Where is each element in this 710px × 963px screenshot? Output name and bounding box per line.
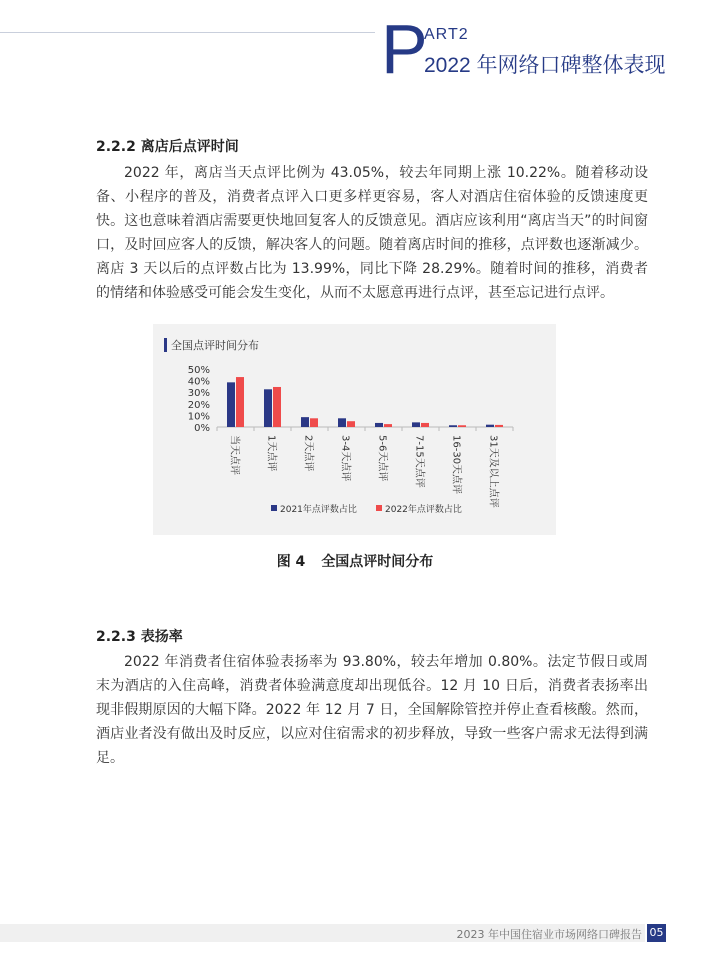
x-tick-label: 16-30天点评 [450, 435, 462, 495]
figure-caption-text: 全国点评时间分布 [321, 554, 434, 570]
y-tick-label: 0% [194, 423, 210, 434]
y-tick-label: 20% [187, 399, 210, 411]
bar-2022 [421, 423, 429, 427]
legend-swatch-2022 [376, 505, 382, 511]
bar-2022 [310, 418, 318, 427]
section-paragraph-review-time: 2022 年，离店当天点评比例为 43.05%，较去年同期上涨 10.22%。随着移动设备、小程序的普及，消费者点评入口更多样更容易，客人对酒店住宿体验的反馈速度更快。这也意味着酒店需要更快地回复客人的反馈意见。酒店应该利用“离店当天”的时间窗口，及时回应客人的反馈，解决客人的问题。随着离店时间的推移，点评数也逐渐减少。离店 3 天以后的点评数占比为 13.99%，同比下降 28.29%。随着时间的推移，消费者的情绪和体验感受可能会发生变化，从而不太愿意再进行点评，甚至忘记进行点评。 [96, 165, 648, 301]
x-tick-label: 5-6天点评 [376, 435, 388, 482]
chart-title-marker [164, 338, 167, 352]
bar-2021 [338, 418, 346, 427]
bar-2022 [273, 387, 281, 427]
bar-2021 [412, 422, 420, 427]
bar-2022 [347, 421, 355, 427]
x-tick-label: 3-4天点评 [339, 435, 351, 482]
part-label: ART2 [424, 26, 469, 43]
legend-swatch-2021 [271, 505, 277, 511]
x-tick-label: 7-15天点评 [413, 435, 425, 488]
x-tick-label: 31天及以上点评 [487, 435, 499, 508]
x-tick-label: 当天点评 [228, 435, 240, 475]
legend-label-2022: 2022年点评数占比 [385, 505, 462, 515]
x-tick-label: 2天点评 [302, 435, 314, 472]
section-paragraph-praise-rate: 2022 年消费者住宿体验表扬率为 93.80%，较去年增加 0.80%。法定节假日或周末为酒店的入住高峰，消费者体验满意度却出现低谷。12 月 10 日后，消费者表扬率出现非假期原因的大幅下降。2022 年 12 月 7 日，全国解除管控并停止查看核酸。然而，酒店业者没有做出及时反应，以应对住宿需求的初步释放，导致一些客户需求无法得到满足。 [96, 654, 648, 766]
bar-2021 [486, 425, 494, 427]
bar-2021 [301, 417, 309, 427]
part-letter: P [381, 10, 428, 88]
page-number: 05 [647, 924, 666, 942]
chapter-title: 2022 年网络口碑整体表现 [424, 54, 666, 77]
section-heading-review-time: 2.2.2 离店后点评时间 [96, 139, 239, 155]
y-tick-label: 10% [187, 411, 210, 423]
bar-2022 [458, 425, 466, 427]
bar-2022 [384, 424, 392, 427]
bar-2021 [227, 382, 235, 427]
review-time-chart [153, 324, 556, 535]
bar-2022 [236, 377, 244, 427]
footer-report-title: 2023 年中国住宿业市场网络口碑报告 [456, 928, 642, 941]
header-rule [0, 32, 375, 33]
legend-label-2021: 2021年点评数占比 [280, 505, 357, 515]
figure-caption [0, 551, 710, 571]
bar-2021 [375, 423, 383, 427]
section-heading-praise-rate: 2.2.3 表扬率 [96, 629, 183, 645]
review-time-chart-svg [153, 324, 556, 535]
x-tick-label: 1天点评 [265, 435, 277, 472]
chart-title: 全国点评时间分布 [171, 339, 259, 352]
y-tick-label: 40% [187, 376, 210, 388]
y-tick-label: 30% [187, 388, 210, 400]
bar-2022 [495, 425, 503, 427]
bar-2021 [264, 389, 272, 427]
y-tick-label: 50% [187, 365, 210, 376]
figure-number: 图 4 [276, 554, 306, 570]
bar-2021 [449, 425, 457, 427]
